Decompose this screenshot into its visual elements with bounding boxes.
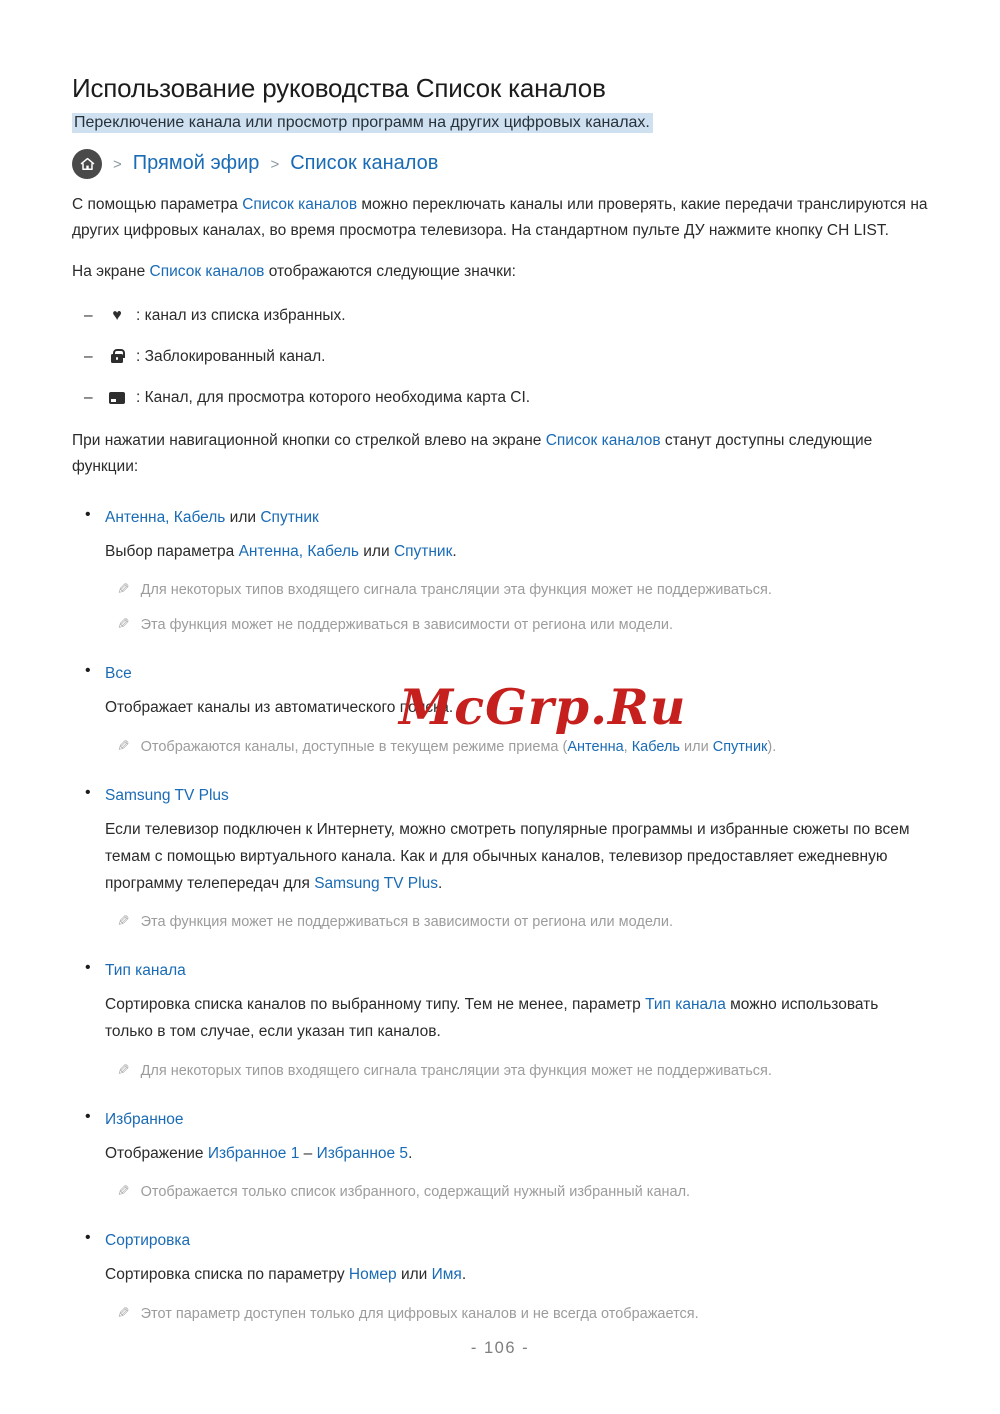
home-icon[interactable] bbox=[72, 149, 102, 179]
note-row bbox=[117, 615, 928, 636]
feature-notes bbox=[105, 912, 928, 933]
text-run: . bbox=[452, 542, 457, 560]
note-row bbox=[117, 1182, 928, 1203]
term-link: Список каналов bbox=[545, 431, 661, 449]
term-link: Спутник bbox=[260, 508, 319, 526]
feature-notes bbox=[105, 737, 928, 758]
page-subtitle-row bbox=[72, 112, 928, 134]
term-link: Список каналов bbox=[149, 262, 265, 280]
term-link: Спутник bbox=[712, 738, 768, 755]
text-run: – bbox=[299, 1144, 317, 1162]
term-link: Антенна, Кабель bbox=[238, 542, 359, 560]
icon-legend-list bbox=[72, 306, 928, 408]
feature-notes bbox=[105, 1182, 928, 1203]
pencil-icon: ✎ bbox=[117, 1061, 130, 1079]
feature-notes bbox=[105, 580, 928, 636]
text-run: Сортировка списка каналов по выбранному типу. Тем не менее, параметр bbox=[105, 996, 646, 1014]
text-run: На экране bbox=[72, 262, 150, 280]
feature-item bbox=[72, 960, 928, 1082]
note-text bbox=[141, 615, 673, 636]
note-text bbox=[141, 912, 673, 933]
pencil-icon: ✎ bbox=[117, 616, 130, 634]
lock-icon bbox=[107, 350, 127, 363]
text-run: можно переключать каналы или проверять, какие передачи транслируются на других цифровых каналах, во время просмотра телевизора. На стандартном пульте ДУ нажмите кнопку CH LIST. bbox=[72, 195, 928, 239]
text-run: . bbox=[437, 874, 443, 892]
note-text bbox=[141, 1304, 699, 1325]
feature-item bbox=[72, 785, 928, 934]
text-run: Эта функция может не поддерживаться в зависимости от региона или модели. bbox=[140, 914, 673, 931]
text-run: Для некоторых типов входящего сигнала трансляции эта функция может не поддерживаться. bbox=[140, 582, 772, 599]
feature-notes bbox=[105, 1061, 928, 1082]
feature-description bbox=[105, 816, 928, 897]
legend-item bbox=[72, 306, 928, 326]
feature-description bbox=[105, 538, 928, 565]
term-link: Спутник bbox=[393, 542, 453, 560]
feature-item bbox=[72, 1230, 928, 1325]
feature-description bbox=[105, 694, 928, 721]
note-text bbox=[141, 1182, 691, 1203]
note-text bbox=[141, 1061, 772, 1082]
legend-label: : канал из списка избранных. bbox=[136, 306, 346, 324]
term-link: Избранное 5 bbox=[316, 1144, 409, 1162]
pencil-icon: ✎ bbox=[117, 581, 130, 599]
pencil-icon: ✎ bbox=[117, 1183, 130, 1201]
breadcrumb bbox=[72, 149, 928, 179]
legend-item bbox=[72, 388, 928, 408]
intro-paragraph-2 bbox=[72, 259, 928, 285]
text-run: Отображает каналы из автоматического поиска. bbox=[105, 699, 454, 717]
feature-item bbox=[72, 507, 928, 637]
term-link: Номер bbox=[348, 1266, 397, 1284]
feature-heading bbox=[105, 1109, 928, 1130]
feature-item bbox=[72, 1109, 928, 1204]
note-row bbox=[117, 737, 928, 758]
feature-description bbox=[105, 1261, 928, 1288]
term-link: Тип канала bbox=[105, 962, 186, 980]
feature-heading bbox=[105, 785, 928, 806]
page-title: Использование руководства Список каналов bbox=[72, 73, 606, 103]
term-link: Антенна bbox=[567, 738, 624, 755]
note-row bbox=[117, 1304, 928, 1325]
page-subtitle: Переключение канала или просмотр программ на других цифровых каналах. bbox=[72, 113, 653, 133]
text-run: . bbox=[461, 1266, 467, 1284]
legend-dash: – bbox=[84, 388, 93, 406]
breadcrumb-separator: > bbox=[113, 156, 122, 174]
text-run: Отображаются каналы, доступные в текущем режиме приема ( bbox=[140, 738, 568, 755]
legend-dash: – bbox=[84, 347, 93, 365]
text-run: ). bbox=[767, 738, 777, 755]
text-run: можно использовать только в том случае, если указан тип каналов. bbox=[105, 996, 879, 1041]
text-run: Если телевизор подключен к Интернету, можно смотреть популярные программы и избранные сюжеты по всем темам с помощью виртуального канала. Как и для обычных каналов, телевизор предоставляет ежедневную программу телепередач для bbox=[105, 820, 910, 892]
ci-card-icon bbox=[107, 392, 127, 404]
feature-heading bbox=[105, 960, 928, 981]
pencil-icon: ✎ bbox=[117, 913, 130, 931]
feature-heading bbox=[105, 507, 928, 528]
breadcrumb-item-channel-list[interactable]: Список каналов bbox=[290, 152, 439, 175]
term-link: Имя bbox=[431, 1266, 462, 1284]
text-run: Этот параметр доступен только для цифровых каналов и не всегда отображается. bbox=[140, 1305, 699, 1322]
intro-paragraph-3 bbox=[72, 428, 928, 480]
text-run: Для некоторых типов входящего сигнала трансляции эта функция может не поддерживаться. bbox=[140, 1062, 772, 1079]
text-run: отображаются следующие значки: bbox=[264, 262, 516, 280]
legend-label: : Канал, для просмотра которого необходима карта CI. bbox=[136, 388, 531, 406]
feature-description bbox=[105, 991, 928, 1045]
text-run: или bbox=[396, 1266, 432, 1284]
text-run: При нажатии навигационной кнопки со стрелкой влево на экране bbox=[72, 431, 546, 449]
note-row bbox=[117, 912, 928, 933]
text-run: Сортировка списка по параметру bbox=[105, 1266, 349, 1284]
breadcrumb-item-live-tv[interactable]: Прямой эфир bbox=[132, 152, 260, 175]
text-run: Отображение bbox=[105, 1144, 208, 1162]
breadcrumb-separator: > bbox=[270, 156, 280, 174]
term-link: Samsung TV Plus bbox=[105, 786, 229, 804]
legend-item bbox=[72, 347, 928, 367]
text-run: , bbox=[623, 738, 632, 755]
term-link: Сортировка bbox=[105, 1232, 191, 1250]
feature-description bbox=[105, 1140, 928, 1167]
term-link: Антенна, Кабель bbox=[105, 508, 226, 526]
text-run: С помощью параметра bbox=[72, 195, 243, 213]
text-run: Эта функция может не поддерживаться в зависимости от региона или модели. bbox=[140, 617, 673, 634]
intro-paragraph-1 bbox=[72, 192, 928, 244]
text-run: станут доступны следующие функции: bbox=[72, 431, 873, 475]
note-row bbox=[117, 1061, 928, 1082]
term-link: Избранное bbox=[105, 1110, 184, 1128]
term-link: Избранное 1 bbox=[207, 1144, 300, 1162]
text-run: или bbox=[225, 508, 261, 526]
term-link: Тип канала bbox=[645, 996, 726, 1014]
note-row bbox=[117, 580, 928, 601]
text-run: . bbox=[408, 1144, 413, 1162]
note-text bbox=[141, 737, 777, 758]
feature-item bbox=[72, 663, 928, 758]
page-number: - 106 - bbox=[470, 1339, 530, 1357]
legend-label: : Заблокированный канал. bbox=[136, 347, 326, 365]
term-link: Кабель bbox=[631, 738, 680, 755]
legend-dash: – bbox=[84, 306, 93, 324]
term-link: Список каналов bbox=[242, 195, 358, 213]
text-run: или bbox=[358, 542, 394, 560]
text-run: Отображается только список избранного, содержащий нужный избранный канал. bbox=[140, 1184, 691, 1201]
note-text bbox=[141, 580, 772, 601]
pencil-icon: ✎ bbox=[117, 737, 130, 755]
pencil-icon: ✎ bbox=[117, 1304, 130, 1322]
heart-icon: ♥ bbox=[112, 306, 122, 324]
term-link: Все bbox=[105, 665, 132, 683]
watermark: McGrp.Ru bbox=[399, 678, 687, 736]
text-run: Выбор параметра bbox=[105, 542, 239, 560]
feature-heading bbox=[105, 663, 928, 684]
feature-list bbox=[72, 507, 928, 1325]
feature-notes bbox=[105, 1304, 928, 1325]
text-run: или bbox=[680, 738, 713, 755]
term-link: Samsung TV Plus bbox=[314, 874, 438, 892]
feature-heading bbox=[105, 1230, 928, 1251]
